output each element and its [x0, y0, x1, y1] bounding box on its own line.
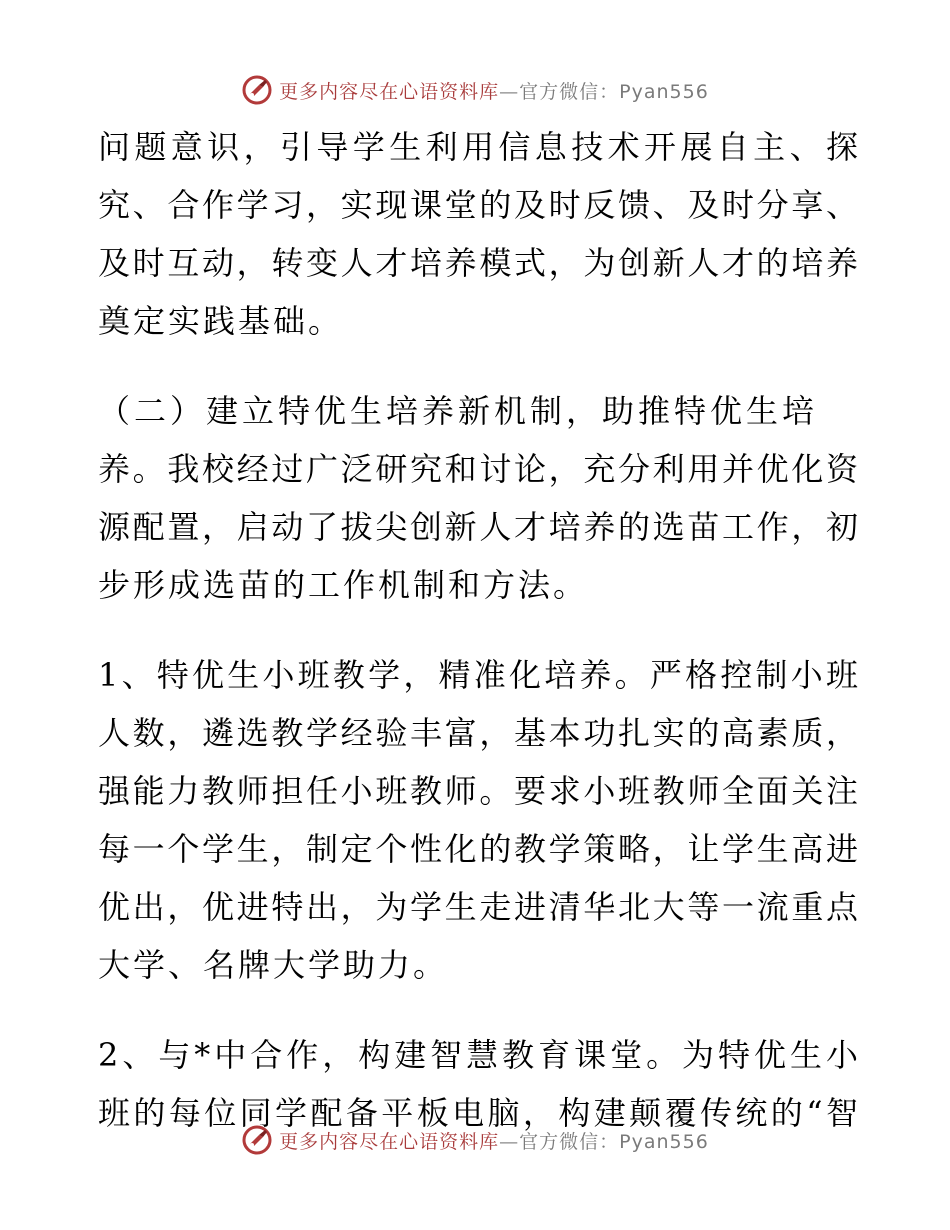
text-line: 及时互动，转变人才培养模式，为创新人才的培养 [98, 244, 858, 282]
text-line: 每一个学生，制定个性化的教学策略，让学生高进 [98, 830, 858, 868]
text-line: 1、特优生小班教学，精准化培养。严格控制小班 [98, 656, 858, 694]
watermark-contact-text: 官方微信：Pyan556 [519, 80, 709, 103]
header-watermark [0, 72, 950, 108]
brand-logo-icon [241, 1124, 273, 1156]
text-line: 强能力教师担任小班教师。要求小班教师全面关注 [98, 772, 858, 810]
paragraph [98, 382, 858, 614]
text-line: 源配置，启动了拔尖创新人才培养的选苗工作，初 [98, 508, 858, 546]
watermark-separator: — [499, 80, 520, 103]
text-line: 2、与*中合作，构建智慧教育课堂。为特优生小 [98, 1036, 858, 1074]
text-line: 优出，优进特出，为学生走进清华北大等一流重点 [98, 888, 858, 926]
brand-logo-icon [241, 74, 273, 106]
paragraph [98, 646, 858, 994]
footer-watermark [0, 1122, 950, 1158]
text-line: 人数，遴选教学经验丰富，基本功扎实的高素质， [98, 714, 858, 752]
text-line: 养。我校经过广泛研究和讨论，充分利用并优化资 [98, 450, 858, 488]
watermark-contact-text: 官方微信：Pyan556 [519, 1130, 709, 1153]
text-line: 步形成选苗的工作机制和方法。 [98, 566, 589, 604]
watermark-brand-text: 更多内容尽在心语资料库 [279, 80, 500, 103]
document-body [98, 118, 858, 1142]
paragraph [98, 118, 858, 350]
text-line: 班的每位同学配备平板电脑，构建颠覆传统的“智 [98, 1094, 858, 1132]
section-heading-line: （二）建立特优生培养新机制，助推特优生培 [98, 392, 819, 430]
text-line: 大学、名牌大学助力。 [98, 946, 449, 984]
text-line: 问题意识，引导学生利用信息技术开展自主、探 [98, 128, 858, 166]
text-line: 奠定实践基础。 [98, 302, 344, 340]
watermark-brand-text: 更多内容尽在心语资料库 [279, 1130, 500, 1153]
watermark-separator: — [499, 1130, 520, 1153]
text-line: 究、合作学习，实现课堂的及时反馈、及时分享、 [98, 186, 858, 224]
